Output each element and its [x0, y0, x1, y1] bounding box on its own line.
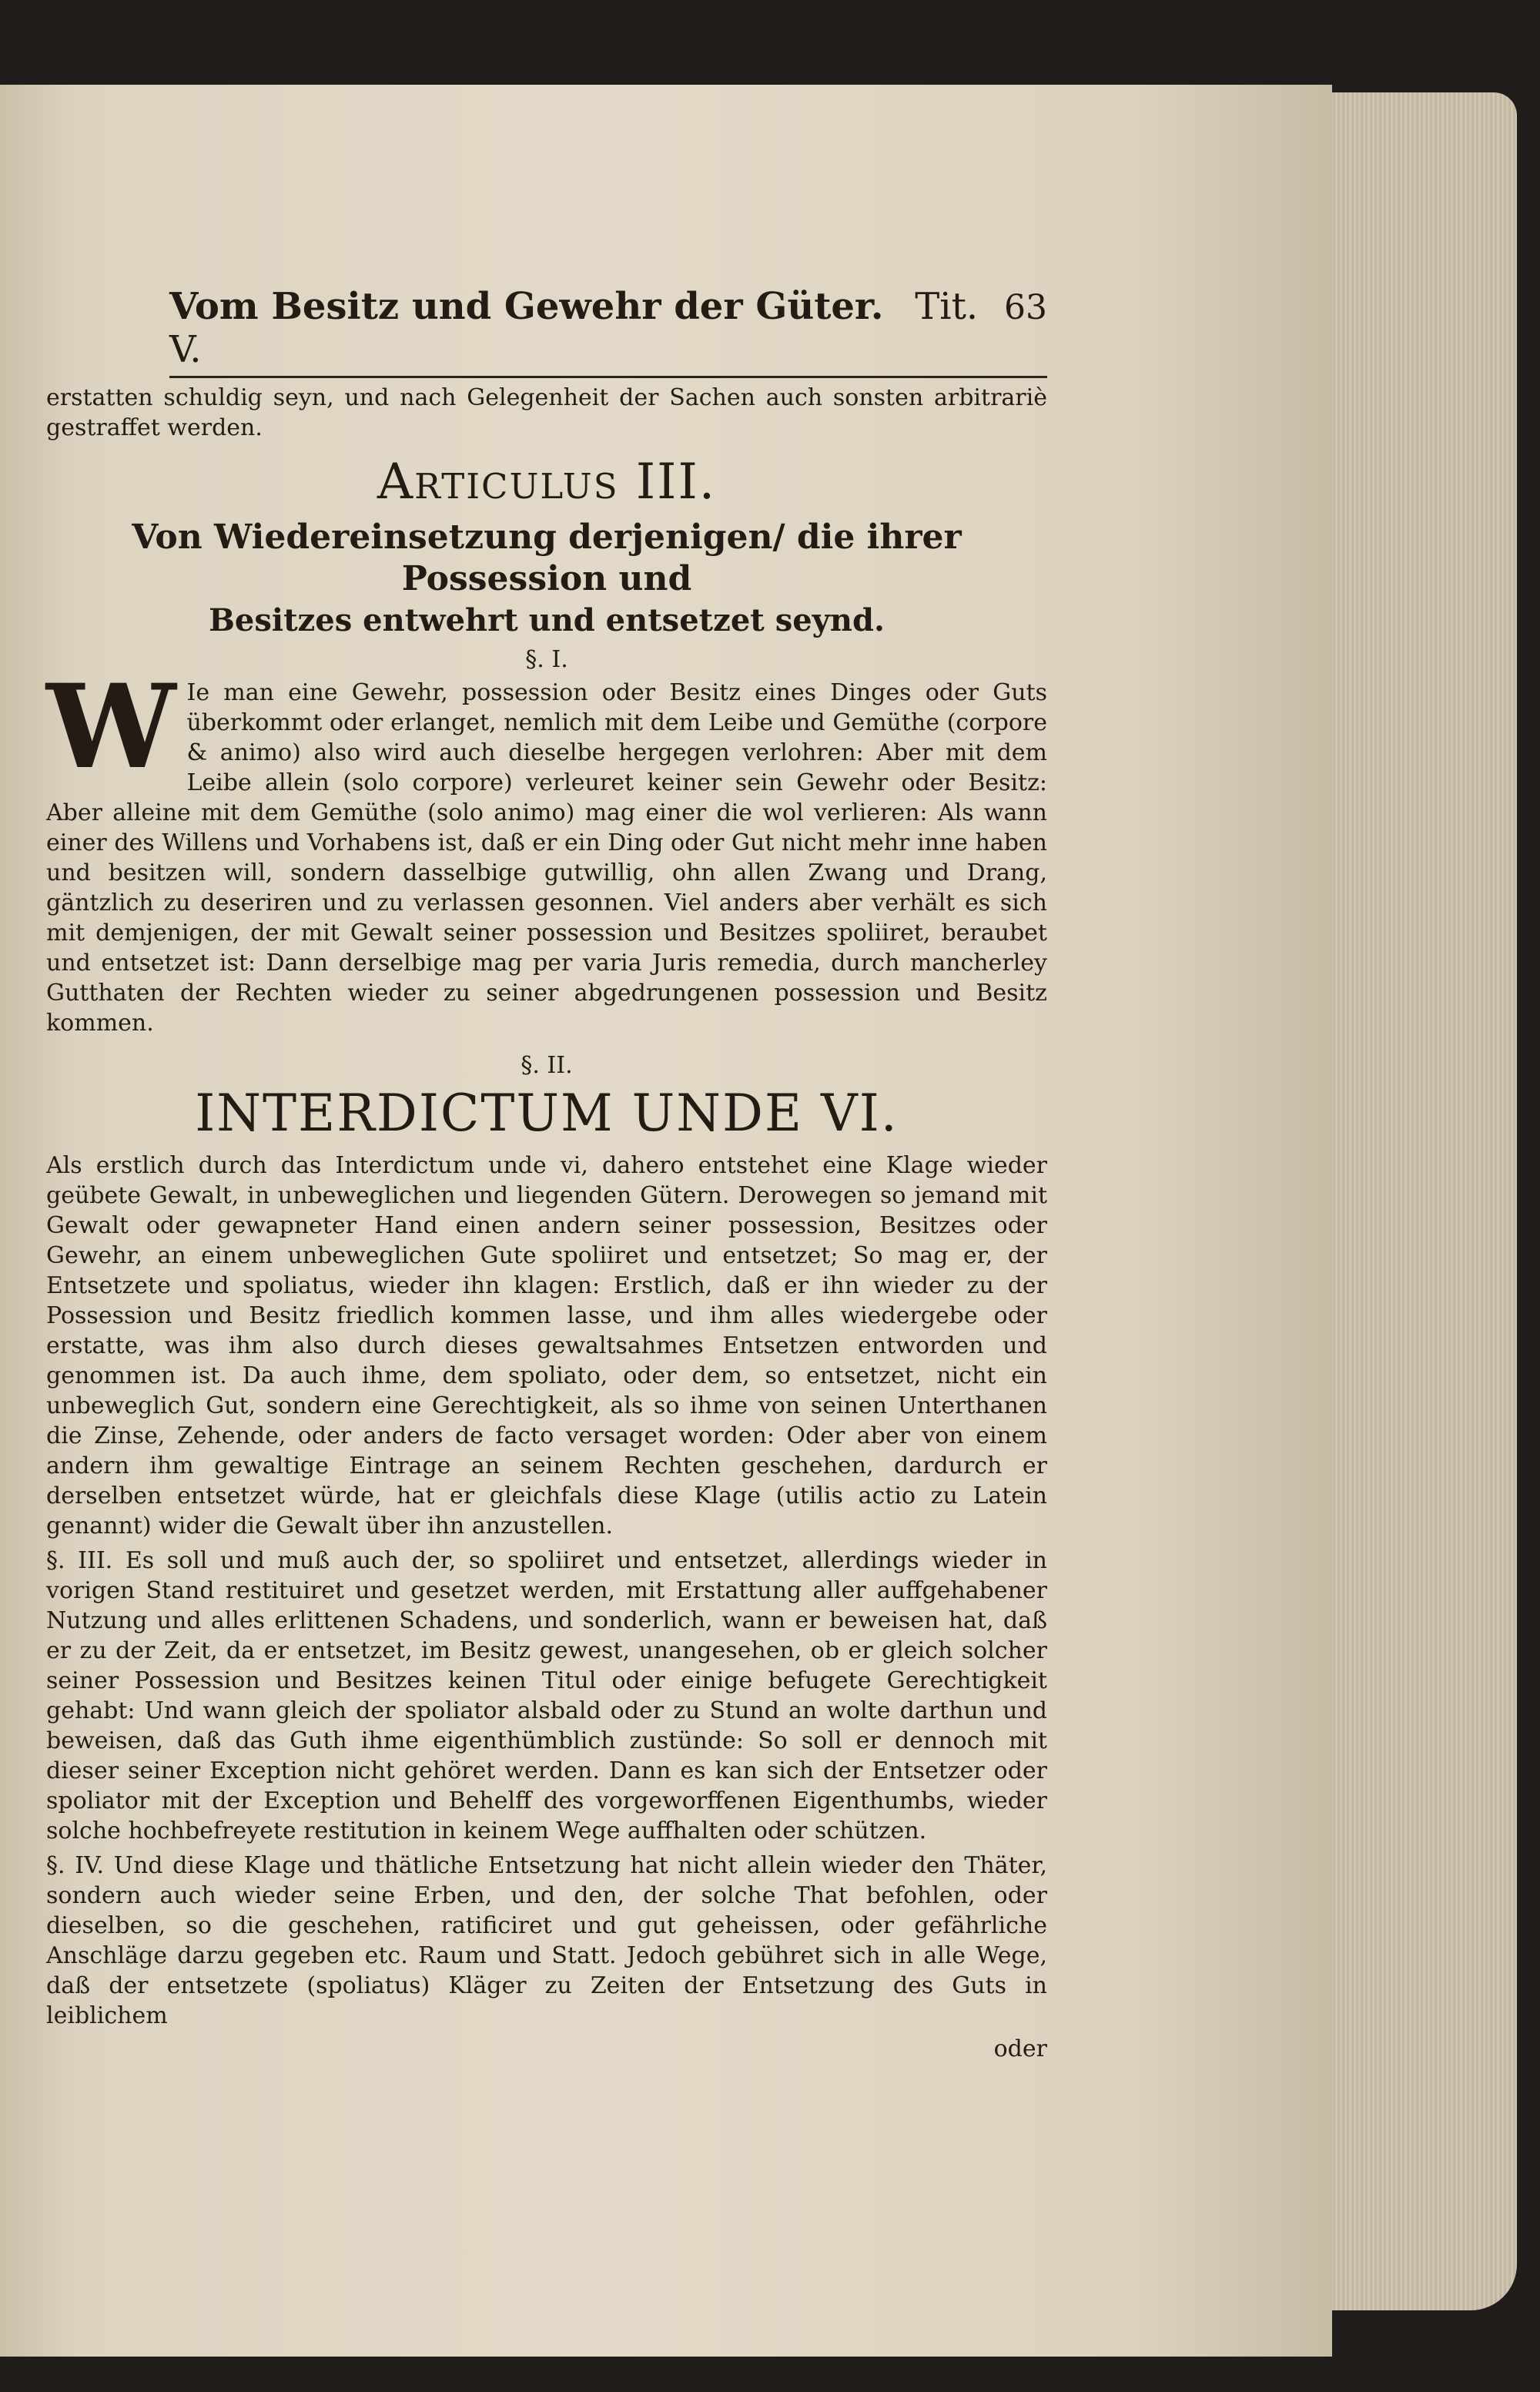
section-mark-1: §. I. — [525, 646, 568, 673]
page-content — [46, 285, 1047, 2062]
section-mark-3: §. III. — [46, 1547, 113, 1574]
book-page — [0, 85, 1332, 2357]
section-4-text: Und diese Klage und thätliche Entsetzung hat nicht allein wieder den Thäter, sondern auch wieder seine Erben, und den, der solche That befohlen, oder dieselben, so die geschehen, ratificiret und gut geheissen, oder gefährliche Anschläge darzu gegeben etc. Raum und Statt. Jedoch gebühret sich in alle Wege, daß der entsetzete (spoliatus) Kläger zu Zeiten der Entsetzung des Guts in leiblichem — [46, 1852, 1047, 2029]
title-number: Tit. V. — [169, 285, 979, 371]
book-page-edges — [1309, 92, 1517, 2310]
page-number: 63 — [1004, 288, 1047, 327]
article-title-line-2: Besitzes entwehrt und entsetzet seynd. — [209, 602, 885, 638]
section-2-text: Als erstlich durch das Interdictum unde vi, dahero entstehet eine Klage wieder geübete Gewalt, in unbeweglichen und liegenden Gütern. Derowegen so jemand mit Gewalt oder gewapneter Hand einen andern seiner possession, Besitzes oder Gewehr, an einem unbeweglichen Gute spoliiret und entsetzet; So mag er, der Entsetzete und spoliatus, wieder ihn klagen: Erstlich, daß er ihn wieder zu der Possession und Besitz friedlich kommen lasse, und ihm alles wiedergebe oder erstatte, was ihm also durch dieses gewaltsahmes Entsetzen entworden und genommen ist. Da auch ihme, dem spoliato, oder dem, so entsetzet, nicht ein unbeweglich Gut, sondern eine Gerechtigkeit, als so ihme von seinen Unterthanen die Zinse, Zehende, oder anders de facto versaget worden: Oder aber von einem andern ihm gewaltige Eintrage an seinem Rechten geschehen, dardurch er derselben entsetzet würde, hat er gleichfals diese Klage (utilis actio zu Latein genannt) wider die Gewalt über ihn anzustellen. — [46, 1152, 1047, 1539]
header-title-group — [169, 285, 1004, 371]
section-4-paragraph — [46, 1851, 1047, 2031]
running-header — [169, 285, 1047, 378]
running-title: Vom Besitz und Gewehr der Güter. — [169, 285, 884, 328]
section-mark-4: §. IV. — [46, 1852, 105, 1879]
section-3-text: Es soll und muß auch der, so spoliiret und entsetzet, allerdings wieder in vorigen Stand restituiret und gesetzet werden, mit Erstattung aller auffgehabener Nutzung und alles erlittenen Schadens, und sonderlich, wann er beweisen hat, daß er zu der Zeit, da er entsetzet, im Besitz gewest, unangesehen, ob er gleich solcher seiner Possession und Besitzes keinen Titul oder einige befugete Gerechtigkeit gehabt: Und wann gleich der spoliator alsbald oder zu Stund an wolte darthun und beweisen, daß das Guth ihme eigenthümblich zustünde: So soll er dennoch mit dieser seiner Exception nicht gehöret werden. Dann es kan sich der Entsetzer oder spoliator mit der Exception und Behelff des vorgeworffenen Eigenthumbs, wieder solche hochbefreyete restitution in keinem Wege auffhalten oder schützen. — [46, 1547, 1047, 1844]
drop-cap: W — [46, 659, 176, 795]
catchword: oder — [993, 2035, 1047, 2062]
article-title-line-1: Von Wiedereinsetzung derjenigen/ die ihrer Possession und — [132, 518, 962, 598]
section-mark-2: §. II. — [521, 1052, 573, 1079]
interdictum-heading: INTERDICTUM UNDE VI. — [195, 1084, 899, 1143]
section-1-paragraph — [46, 659, 1047, 1038]
continuation-text: erstatten schuldig seyn, und nach Gelegenheit der Sachen auch sonsten arbitrariè gestraffet werden. — [46, 384, 1047, 441]
article-heading: Articulus III. — [377, 454, 717, 511]
section-3-paragraph — [46, 1546, 1047, 1846]
section-1-text: Ie man eine Gewehr, possession oder Besitz eines Dinges oder Guts überkommt oder erlanget, nemlich mit dem Leibe und Gemüthe (corpore & animo) also wird auch dieselbe hergegen verlohren: Aber mit dem Leibe allein (solo corpore) verleuret keiner sein Gewehr oder Besitz: Aber alleine mit dem Gemüthe (solo animo) mag einer die wol verlieren: Als wann einer des Willens und Vorhabens ist, daß er ein Ding oder Gut nicht mehr inne haben und besitzen will, sondern dasselbige gutwillig, ohn allen Zwang und Drang, gäntzlich zu deseriren und zu verlassen gesonnen. Viel anders aber verhält es sich mit demjenigen, der mit Gewalt seiner possession und Besitzes spoliiret, beraubet und entsetzet ist: Dann derselbige mag per varia Juris remedia, durch mancherley Gutthaten der Rechten wieder zu seiner abgedrungenen possession und Besitz kommen. — [46, 679, 1047, 1037]
